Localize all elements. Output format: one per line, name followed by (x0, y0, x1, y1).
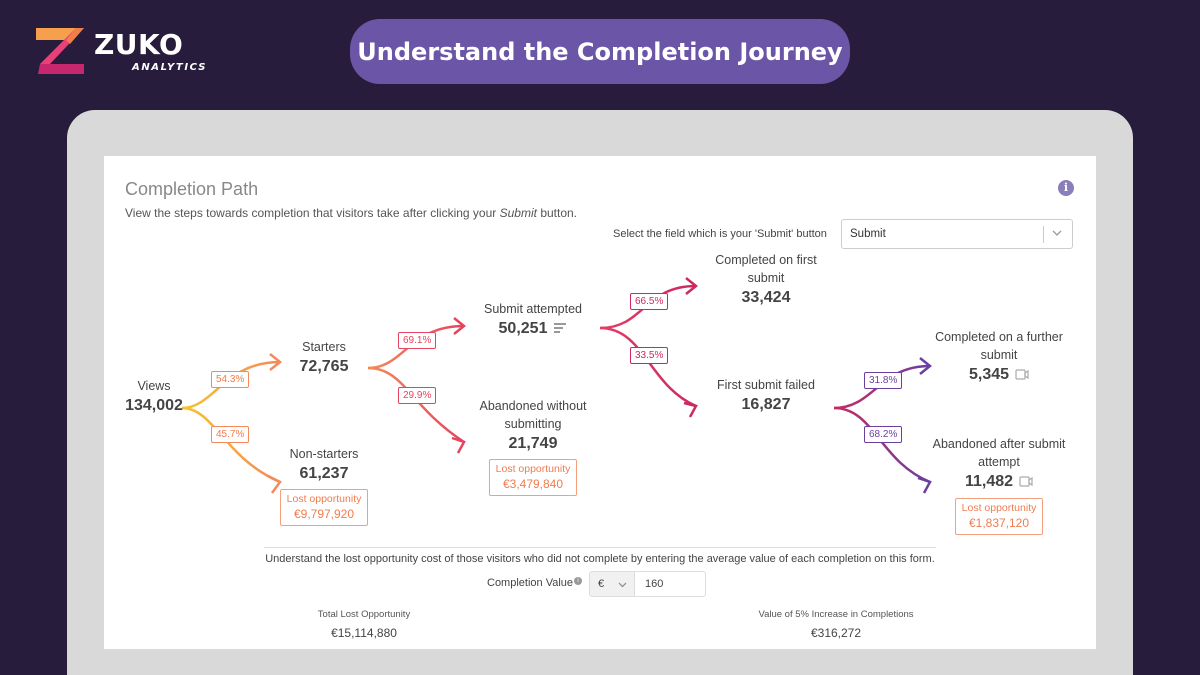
lost-opportunity-non-starters: Lost opportunity €9,797,920 (280, 489, 368, 526)
completion-value-input[interactable]: 160 (634, 571, 706, 597)
pct-starters: 54.3% (211, 371, 249, 388)
node-abandoned-without: Abandoned without submitting 21,749 (479, 399, 587, 452)
pct-completed-further: 31.8% (864, 372, 902, 389)
node-views: Views 134,002 (125, 379, 183, 414)
pct-nonstarters: 45.7% (211, 426, 249, 443)
arrow-failed-to-abandoned (834, 408, 930, 482)
currency-value: € (598, 578, 605, 590)
panel-title: Completion Path (125, 179, 259, 199)
pct-abandoned-without: 29.9% (398, 387, 436, 404)
pct-abandoned-after: 68.2% (864, 426, 902, 443)
node-completed-first: Completed on first submit 33,424 (715, 253, 817, 306)
session-replay-icon[interactable] (1019, 476, 1033, 487)
node-starters: Starters 72,765 (299, 340, 349, 375)
headline-pill: Understand the Completion Journey (350, 19, 850, 84)
value-of-increase: Value of 5% Increase in Completions €316,272 (758, 609, 914, 640)
brand-subtitle: ANALYTICS (132, 62, 208, 73)
currency-select[interactable] (589, 571, 635, 597)
completion-value-info-icon[interactable]: i (574, 577, 582, 585)
arrow-submit-to-failed (600, 328, 696, 406)
total-lost-opportunity: Total Lost Opportunity €15,114,880 (317, 609, 411, 640)
submit-select-value: Submit (850, 228, 886, 240)
info-icon[interactable]: i (1058, 180, 1074, 196)
pct-completed-first: 66.5% (630, 293, 668, 310)
brand-name: ZUKO (94, 28, 184, 61)
divider (264, 547, 936, 548)
arrow-starters-to-abandoned (368, 368, 464, 442)
lost-opportunity-abandoned-after: Lost opportunity €1,837,120 (955, 498, 1043, 535)
zuko-logo (36, 26, 208, 78)
lost-opportunity-abandoned-without: Lost opportunity €3,479,840 (489, 459, 577, 496)
completion-path-panel (104, 156, 1096, 649)
node-submit-attempted: Submit attempted 50,251 (484, 302, 582, 337)
completion-value-label: Completion Value i (487, 577, 582, 589)
arrow-views-to-nonstarters (182, 408, 280, 482)
node-first-failed: First submit failed 16,827 (717, 378, 815, 413)
session-replay-icon[interactable] (1015, 369, 1029, 380)
chevron-down-icon (618, 580, 627, 589)
zuko-z-mark-icon (36, 26, 88, 76)
lost-opportunity-explainer: Understand the lost opportunity cost of those visitors who did not complete by entering the average value of each completion on this form. (265, 553, 935, 565)
field-list-icon[interactable] (553, 322, 567, 335)
panel-description: View the steps towards completion that visitors take after clicking your Submit button. (125, 206, 578, 220)
node-completed-further: Completed on a further submit 5,345 (935, 330, 1063, 383)
node-abandoned-after: Abandoned after submit attempt 11,482 (932, 437, 1066, 490)
pct-submit-attempted: 69.1% (398, 332, 436, 349)
submit-select-label: Select the field which is your 'Submit' button (613, 228, 827, 240)
node-non-starters: Non-starters 61,237 (289, 447, 359, 482)
pct-first-failed: 33.5% (630, 347, 668, 364)
